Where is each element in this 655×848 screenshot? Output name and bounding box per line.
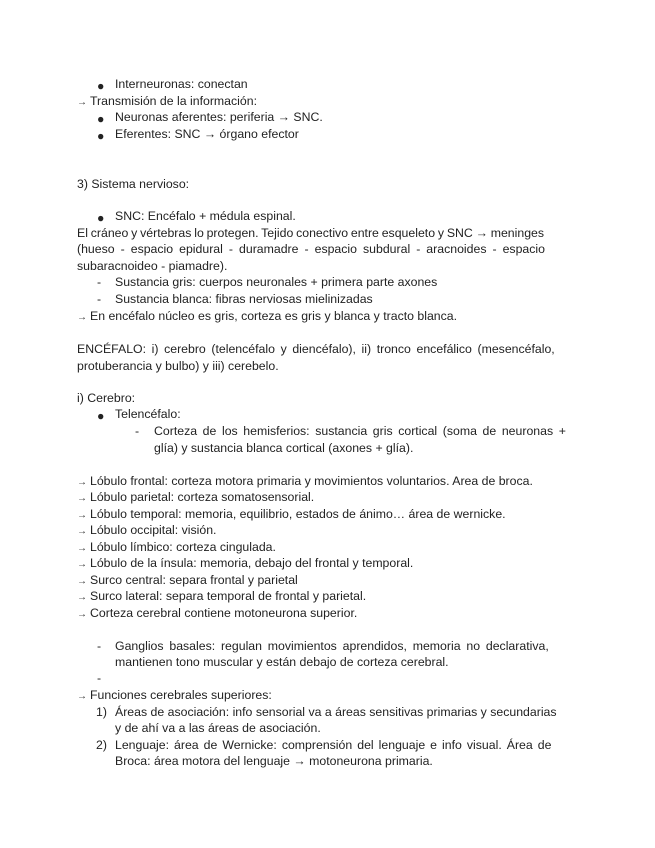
item2-line-1: Lenguaje: área de Wernicke: comprensión del lenguaje e info visual. Área de [115,738,552,752]
dash-icon: - [97,292,102,306]
arrow-icon: → [77,543,87,554]
arrow-icon: → [77,559,87,570]
bullet-icon: ● [97,211,105,225]
dash-icon: - [135,424,140,438]
lobulo-item: → Surco lateral: separa temporal de frontal y parietal. [77,589,367,603]
lobulo-item: → Surco central: separa frontal y parietal [77,573,298,587]
corteza-line-1: Corteza de los hemisferios: sustancia gris cortical (soma de neuronas + [154,424,566,438]
dash-icon: - [97,671,102,685]
interneuronas-line: Interneuronas: conectan [115,77,248,91]
arrow-icon: → [77,526,87,537]
lobulo-item: → Lóbulo parietal: corteza somatosensorial. [77,490,315,504]
eferentes-line: Eferentes: SNC → órgano efector [115,127,299,141]
aferentes-line: Neuronas aferentes: periferia → SNC. [115,110,323,124]
lobulo-item: → Corteza cerebral contiene motoneurona superior. [77,606,358,620]
lobulo-item: → Lóbulo occipital: visión. [77,523,217,537]
arrow-icon: → [77,493,87,504]
list-number: 2) [96,738,107,752]
ganglios-line-1: Ganglios basales: regulan movimientos aprendidos, memoria no declarativa, [115,639,549,653]
cerebro-heading: i) Cerebro: [77,391,136,405]
bullet-icon: ● [97,112,105,126]
lobulo-item: → Lóbulo de la ínsula: memoria, debajo del frontal y temporal. [77,556,414,570]
sistema-nervioso-heading: 3) Sistema nervioso: [77,177,190,191]
item1-line-2: y de ahí va a las áreas de asociación. [115,721,321,735]
craneo-line-1: El cráneo y vértebras lo protegen. Tejido conectivo entre esqueleto y SNC → meninges [77,226,545,240]
dash-icon: - [97,639,102,653]
sustancia-gris-line: Sustancia gris: cuerpos neuronales + primera parte axones [115,275,438,289]
transmision-line: → Transmisión de la información: [77,94,257,108]
item2-line-2: Broca: área motora del lenguaje → motoneurona primaria. [115,754,433,768]
ganglios-line-2: mantienen tono muscular y están debajo de corteza cerebral. [115,655,449,669]
telencefalo-line: Telencéfalo: [115,407,181,421]
funciones-heading: → Funciones cerebrales superiores: [77,688,272,702]
arrow-icon: → [77,97,87,108]
encefalo-nucleo-line: → En encéfalo núcleo es gris, corteza es gris y blanca y tracto blanca. [77,309,458,323]
lobulo-item: → Lóbulo límbico: corteza cingulada. [77,540,276,554]
snc-line: SNC: Encéfalo + médula espinal. [115,209,296,223]
arrow-icon: → [77,576,87,587]
encefalo-line-2: protuberancia y bulbo) y iii) cerebelo. [77,359,279,373]
arrow-icon: → [77,691,87,702]
sustancia-blanca-line: Sustancia blanca: fibras nerviosas mielinizadas [115,292,373,306]
bullet-icon: ● [97,79,105,93]
arrow-icon: → [77,609,87,620]
arrow-icon: → [77,477,87,488]
arrow-icon: → [77,510,87,521]
dash-icon: - [97,275,102,289]
lobulo-item: → Lóbulo frontal: corteza motora primaria y movimientos voluntarios. Area de broca. [77,474,533,488]
bullet-icon: ● [97,129,105,143]
arrow-icon: → [77,312,87,323]
encefalo-line-1: ENCÉFALO: i) cerebro (telencéfalo y diencéfalo), ii) tronco encefálico (mesencéfalo, [77,342,555,356]
craneo-line-2: (hueso - espacio epidural - duramadre - espacio subdural - aracnoides - espacio [77,242,545,256]
corteza-line-2: glía) y sustancia blanca cortical (axones + glía). [154,441,414,455]
bullet-icon: ● [97,409,105,423]
lobulo-item: → Lóbulo temporal: memoria, equilibrio, estados de ánimo… área de wernicke. [77,507,506,521]
arrow-icon: → [77,592,87,603]
craneo-line-3: subaracnoideo - piamadre). [77,259,228,273]
list-number: 1) [96,705,107,719]
item1-line-1: Áreas de asociación: info sensorial va a áreas sensitivas primarias y secundarias [115,705,557,719]
